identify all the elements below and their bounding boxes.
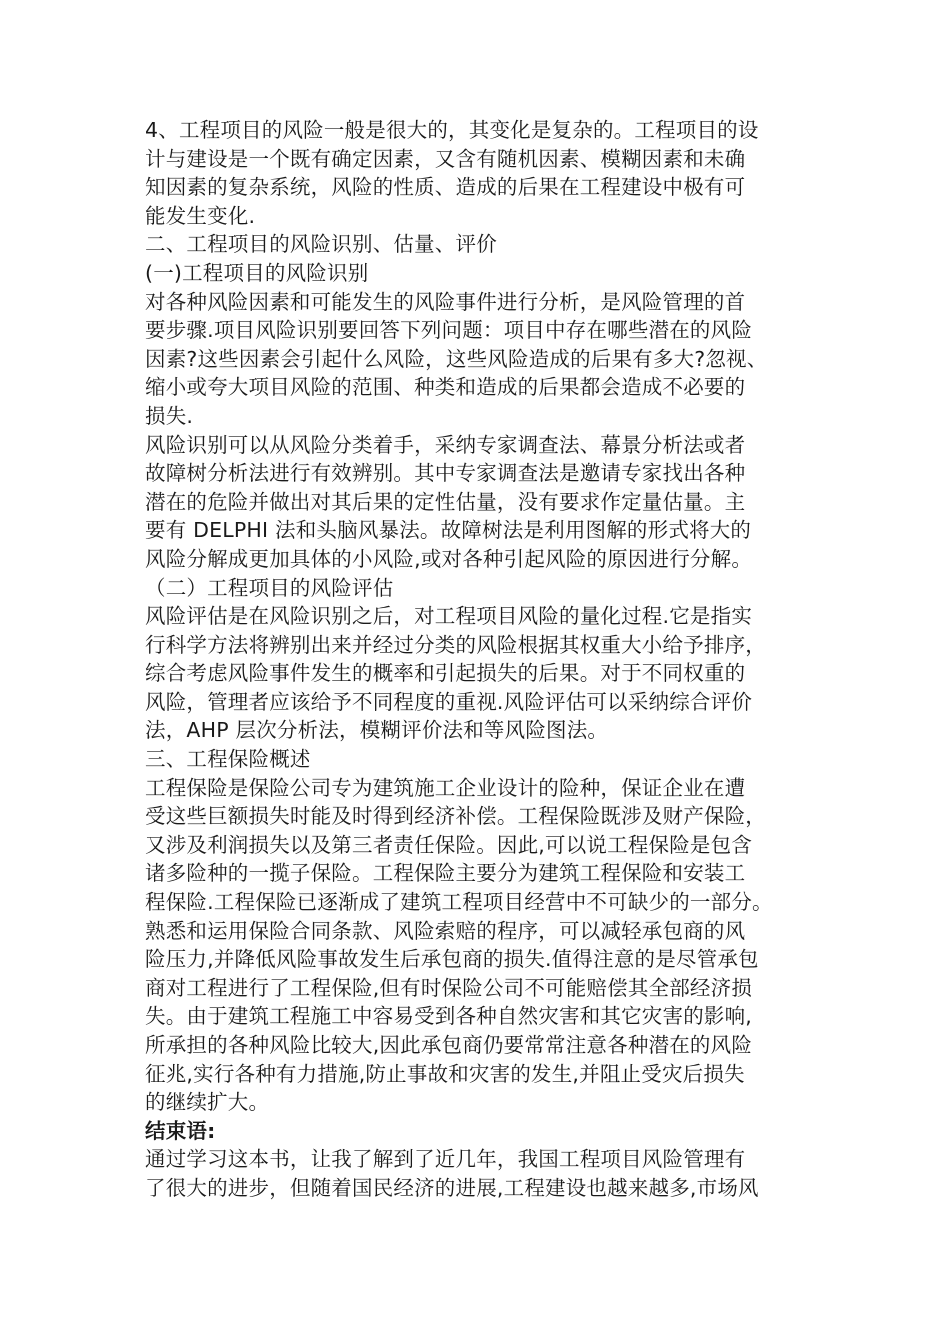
text-line: 4、工程项目的风险一般是很大的，其变化是复杂的。工程项目的设: [145, 118, 759, 142]
text-line: 风险评估是在风险识别之后，对工程项目风险的量化过程.它是指实: [145, 604, 753, 629]
text-line: 征兆,实行各种有力措施,防止事故和灾害的发生,并阻止受灾后损失: [145, 1061, 745, 1086]
text-line: 程保险.工程保险已逐渐成了建筑工程项目经营中不可缺少的一部分。: [145, 890, 773, 915]
text-line: (一)工程项目的风险识别: [145, 260, 369, 285]
text-line: 熟悉和运用保险合同条款、风险索赔的程序，可以减轻承包商的风: [145, 918, 746, 943]
text-line: 险压力,并降低风险事故发生后承包商的损失.值得注意的是尽管承包: [145, 947, 759, 972]
text-line: 故障树分析法进行有效辨别。其中专家调查法是邀请专家找出各种: [145, 461, 746, 486]
text-line: 风险分解成更加具体的小风险,或对各种引起风险的原因进行分解。: [145, 546, 753, 571]
text-line: 对各种风险因素和可能发生的风险事件进行分析，是风险管理的首: [145, 289, 746, 314]
paragraph-h2-2: [145, 574, 815, 603]
text-line: 损失.: [145, 403, 194, 428]
paragraph-h2-1: [145, 259, 815, 288]
text-line: 法，AHP 层次分析法，模糊评价法和等风险图法。: [145, 718, 609, 743]
paragraph-p-insurance: [145, 774, 815, 1117]
text-line: 二、工程项目的风险识别、估量、评价: [145, 232, 497, 257]
text-line: 综合考虑风险事件发生的概率和引起损失的后果。对于不同权重的: [145, 661, 746, 686]
text-line: 潜在的危险并做出对其后果的定性估量，没有要求作定量估量。主: [145, 489, 746, 514]
text-line: 受这些巨额损失时能及时得到经济补偿。工程保险既涉及财产保险，: [145, 804, 766, 829]
paragraph-p-identify-2: [145, 431, 815, 574]
text-line: 又涉及利润损失以及第三者责任保险。因此,可以说工程保险是包含: [145, 832, 753, 857]
paragraph-p4: [145, 116, 815, 230]
text-line: 了很大的进步，但随着国民经济的进展,工程建设也越来越多,市场风: [145, 1175, 759, 1200]
text-line: 工程保险是保险公司专为建筑施工企业设计的险种，保证企业在遭: [145, 775, 746, 800]
text-line: 风险，管理者应该给予不同程度的重视.风险评估可以采纳综合评价: [145, 689, 753, 714]
paragraph-h2: [145, 230, 815, 259]
text-line: 行科学方法将辨别出来并经过分类的风险根据其权重大小给予排序，: [145, 632, 766, 657]
text-line: 知因素的复杂系统，风险的性质、造成的后果在工程建设中极有可: [145, 175, 746, 200]
text-line: 诸多险种的一揽子保险。工程保险主要分为建筑工程保险和安装工: [145, 861, 746, 886]
paragraph-h3: [145, 745, 815, 774]
text-line: 的继续扩大。: [145, 1090, 270, 1115]
document-page: [145, 116, 815, 1203]
text-line: 缩小或夸大项目风险的范围、种类和造成的后果都会造成不必要的: [145, 375, 746, 400]
text-line: 所承担的各种风险比较大,因此承包商仍要常常注意各种潜在的风险: [145, 1033, 753, 1057]
paragraph-p-conclusion: [145, 1145, 815, 1202]
text-line: 结束语:: [145, 1118, 216, 1143]
section-heading-conclusion-heading: [145, 1117, 815, 1146]
text-line: 要步骤.项目风险识别要回答下列问题：项目中存在哪些潜在的风险: [145, 318, 753, 343]
paragraph-p-identify-1: [145, 288, 815, 431]
text-line: 三、工程保险概述: [145, 747, 311, 772]
text-line: 通过学习这本书，让我了解到了近几年，我国工程项目风险管理有: [145, 1147, 746, 1172]
text-line: 商对工程进行了工程保险,但有时保险公司不可能赔偿其全部经济损: [145, 975, 753, 1000]
text-line: （二）工程项目的风险评估: [145, 575, 394, 600]
text-line: 失。由于建筑工程施工中容易受到各种自然灾害和其它灾害的影响,: [145, 1004, 753, 1029]
paragraph-p-assess: [145, 602, 815, 745]
text-line: 因素?这些因素会引起什么风险，这些风险造成的后果有多大?忽视、: [145, 346, 768, 371]
text-line: 要有 DELPHI 法和头脑风暴法。故障树法是利用图解的形式将大的: [145, 518, 752, 543]
text-line: 计与建设是一个既有确定因素，又含有随机因素、模糊因素和未确: [145, 146, 746, 171]
text-line: 风险识别可以从风险分类着手，采纳专家调查法、幕景分析法或者: [145, 432, 746, 457]
text-line: 能发生变化.: [145, 203, 256, 228]
